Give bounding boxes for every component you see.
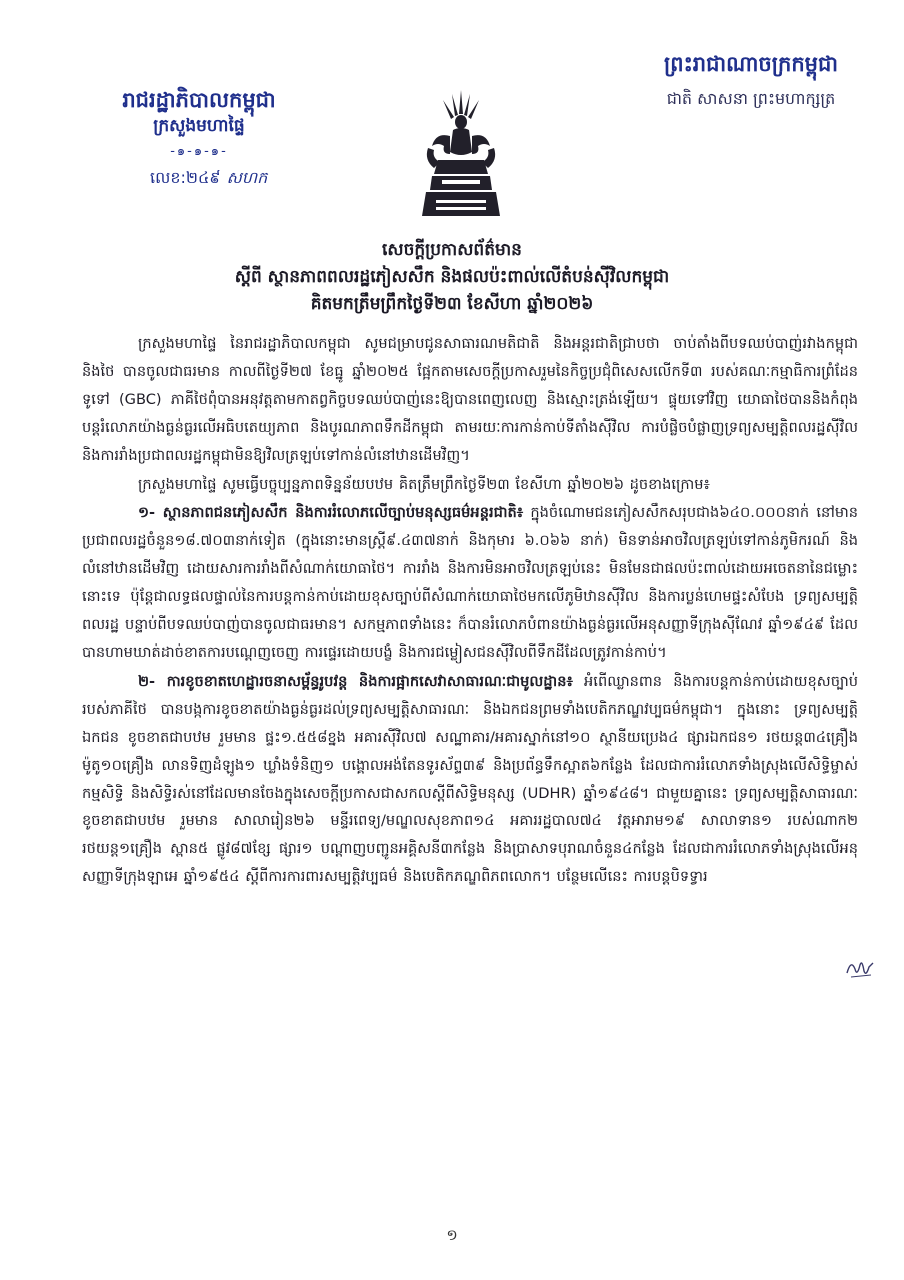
section-1-heading: ១- ស្ថានភាពជនភៀសសឹក និងការរំលោភលើច្បាប់មនុស្សធម៌អន្តរជាតិ៖ (138, 504, 524, 522)
document-title (150, 237, 754, 318)
kingdom-header (620, 50, 882, 110)
kingdom-name: ព្រះរាជាណាចក្រកម្ពុជា (663, 52, 838, 76)
section-1-text: ក្នុងចំណោមជនភៀសសឹកសរុបជាង៦៤០.០០០នាក់ នៅមានប្រជាពលរដ្ឋចំនួន១៨.៧០៣នាក់ទៀត (ក្នុងនោះមានស្ត្រី៩.៤៣៧នាក់ និងកុមារ ៦.០៦៦ នាក់) មិនទាន់អាចវិលត្រឡប់ទៅកាន់ភូមិករណ៍ និងលំនៅឋានដើមវិញ ដោយសារការរាំងពីសំណាក់យោធាថៃ។ ការរាំង និងការមិនអាចវិលត្រឡប់នេះ មិនមែនជាផលប៉ះពាល់ដោយអចេតនានៃជម្លោះនោះទេ ប៉ុន្តែជាលទ្ធផលផ្ទាល់នៃការបន្តកាន់កាប់ដោយខុសច្បាប់ពីសំណាក់យោធាថៃមកលើភូមិឋានស៊ីវិល និងការប្លន់ហេមផ្ទះសំបែង ទ្រព្យសម្បត្តិពលរដ្ឋ បន្ទាប់ពីបទឈប់បាញ់បានចូលជាធរមាន។ សកម្មភាពទាំងនេះ ក៏បានរំលោភបំពានយ៉ាងធ្ងន់ធ្ងរលើអនុសញ្ញាទីក្រុងស៊ីណែវ ឆ្នាំ១៩៤៩ ដែលបានហាមឃាត់ដាច់ខាតការបណ្តេញចេញ ការផ្ទេរដោយបង្ខំ និងការជម្លៀសជនស៊ីវិលពីទឹកដីដែលត្រូវកាន់កាប់។ (82, 504, 859, 661)
government-name: រាជរដ្ឋាភិបាលកម្ពុជា (122, 88, 276, 112)
section-2-paragraph (82, 668, 858, 891)
page-number: ១ (446, 1226, 458, 1244)
national-motto: ជាតិ សាសនា ព្រះមហាក្សត្រ (666, 89, 836, 108)
intro-paragraph: ក្រសួងមហាផ្ទៃ នៃរាជរដ្ឋាភិបាលកម្ពុជា សូមជម្រាបជូនសាធារណមតិជាតិ និងអន្តរជាតិជ្រាបថា ចាប់តាំងពីបទឈប់បាញ់រវាងកម្ពុជា និងថៃ បានចូលជាធរមាន កាលពីថ្ងៃទី២៧ ខែធ្នូ ឆ្នាំ២០២៥ ផ្អែកតាមសេចក្តីប្រកាសរួមនៃកិច្ចប្រជុំពិសេសលើកទី៣ របស់គណៈកម្មាធិការព្រំដែនទូទៅ (GBC) ភាគីថៃពុំបានអនុវត្តតាមកាតព្វកិច្ចបទឈប់បាញ់នេះឱ្យបានពេញលេញ និងស្មោះត្រង់ឡើយ។ ផ្ទុយទៅវិញ យោធាថៃបាននិងកំពុងបន្តរំលោភយ៉ាងធ្ងន់ធ្ងរលើអធិបតេយ្យភាព និងបូរណភាពទឹកដីកម្ពុជា តាមរយៈការកាន់កាប់ទីតាំងស៊ីវិល ការបំផ្លិចបំផ្លាញទ្រព្យសម្បត្តិពលរដ្ឋស៊ីវិល និងការរាំងប្រជាពលរដ្ឋកម្ពុជាមិនឱ្យវិលត្រឡប់ទៅកាន់លំនៅឋានដើមវិញ។ (82, 335, 858, 464)
section-2-text: អំពើឈ្លានពាន និងការបន្តកាន់កាប់ដោយខុសច្បាប់របស់ភាគីថៃ បានបង្កការខូចខាតយ៉ាងធ្ងន់ធ្ងរដល់ទ្រព្យសម្បត្តិសាធារណៈ និងឯកជនព្រមទាំងបេតិកភណ្ឌវប្បធម៌កម្ពុជា។ ក្នុងនោះ ទ្រព្យសម្បត្តិឯកជន ខូចខាតជាបឋម រួមមាន ផ្ទះ១.៥៥៨ខ្នង អគារស៊ីវិល៧ សណ្ឋាគារ/អគារស្នាក់នៅ១០ ស្ថានីយប្រេង៤ ផ្សារឯកជន១ រថយន្ត៣៤គ្រឿង ម៉ូតូ១០គ្រឿង លានទិញដំឡូង១ ឃ្លាំងទំនិញ១ បង្គោលអង់តែនទូរស័ព្ទ៣៩ និងប្រព័ន្ធទឹកស្អាត៦កន្លែង ដែលជាការរំលោភទាំងស្រុងលើសិទ្ធិម្ចាស់កម្មសិទ្ធិ និងសិទ្ធិរស់នៅដែលមានចែងក្នុងសេចក្តីប្រកាសជាសកលស្តីពីសិទ្ធិមនុស្ស (UDHR) ឆ្នាំ១៩៤៨។ ជាមួយគ្នានេះ ទ្រព្យសម្បត្តិសាធារណៈ ខូចខាតជាបឋម រួមមាន សាលារៀន២៦ មន្ទីរពេទ្យ/មណ្ឌលសុខភាព១៤ អគាររដ្ឋបាល៧៤ វត្តអារាម១៩ សាលាទាន១ របស់ណាក២ រថយន្ត១គ្រឿង ស្ពាន៥ ផ្លូវ៨៧ខ្សែ ផ្សារ១ បណ្តាញបញ្ជូនអគ្គិសនី៣កន្លែង និងប្រាសាទបុរាណចំនួន៤កន្លែង ដែលជាការរំលោភទាំងស្រុងលើអនុសញ្ញាទីក្រុងឡាអេ ឆ្នាំ១៩៥៤ ស្តីពីការការពារសម្បត្តិវប្បធម៌ និងបេតិកភណ្ឌពិភពលោក។ បន្ថែមលើនេះ ការបន្តបិទទ្វារ (82, 672, 858, 886)
document-body (82, 330, 858, 892)
ministry-header (104, 86, 294, 191)
reference-suffix: សហក (226, 168, 268, 187)
title-line-1: សេចក្តីប្រកាសព័ត៌មាន (382, 240, 522, 260)
section-1-paragraph (82, 499, 858, 666)
ministry-name: ក្រសួងមហាផ្ទៃ (153, 116, 245, 136)
ornament-divider: -๑-๑-๑- (170, 144, 228, 159)
title-line-3: គិតមកត្រឹមព្រឹកថ្ងៃទី២៣ ខែសីហា ឆ្នាំ២០២៦ (310, 294, 594, 314)
ministry-emblem-icon (412, 88, 510, 220)
update-paragraph: ក្រសួងមហាផ្ទៃ សូមធ្វើបច្ចុប្បន្នភាពទិន្នន័យបឋម គិតត្រឹមព្រឹកថ្ងៃទី២៣ ខែសីហា ឆ្នាំ២០២៦ ដូចខាងក្រោម៖ (138, 475, 710, 493)
title-line-2: ស្តីពី ស្ថានភាពពលរដ្ឋភៀសសឹក និងផលប៉ះពាល់លើតំបន់ស៊ីវិលកម្ពុជា (234, 267, 670, 287)
section-2-heading: ២- ការខូចខាតហេដ្ឋារចនាសម្ព័ន្ធរូបវន្ត និងការផ្អាកសេវាសាធារណៈជាមូលដ្ឋាន៖ (138, 672, 573, 690)
reference-label: លេខ:២៤៩ (150, 168, 221, 187)
reference-number (104, 167, 294, 191)
initials-signature-icon (845, 955, 875, 981)
